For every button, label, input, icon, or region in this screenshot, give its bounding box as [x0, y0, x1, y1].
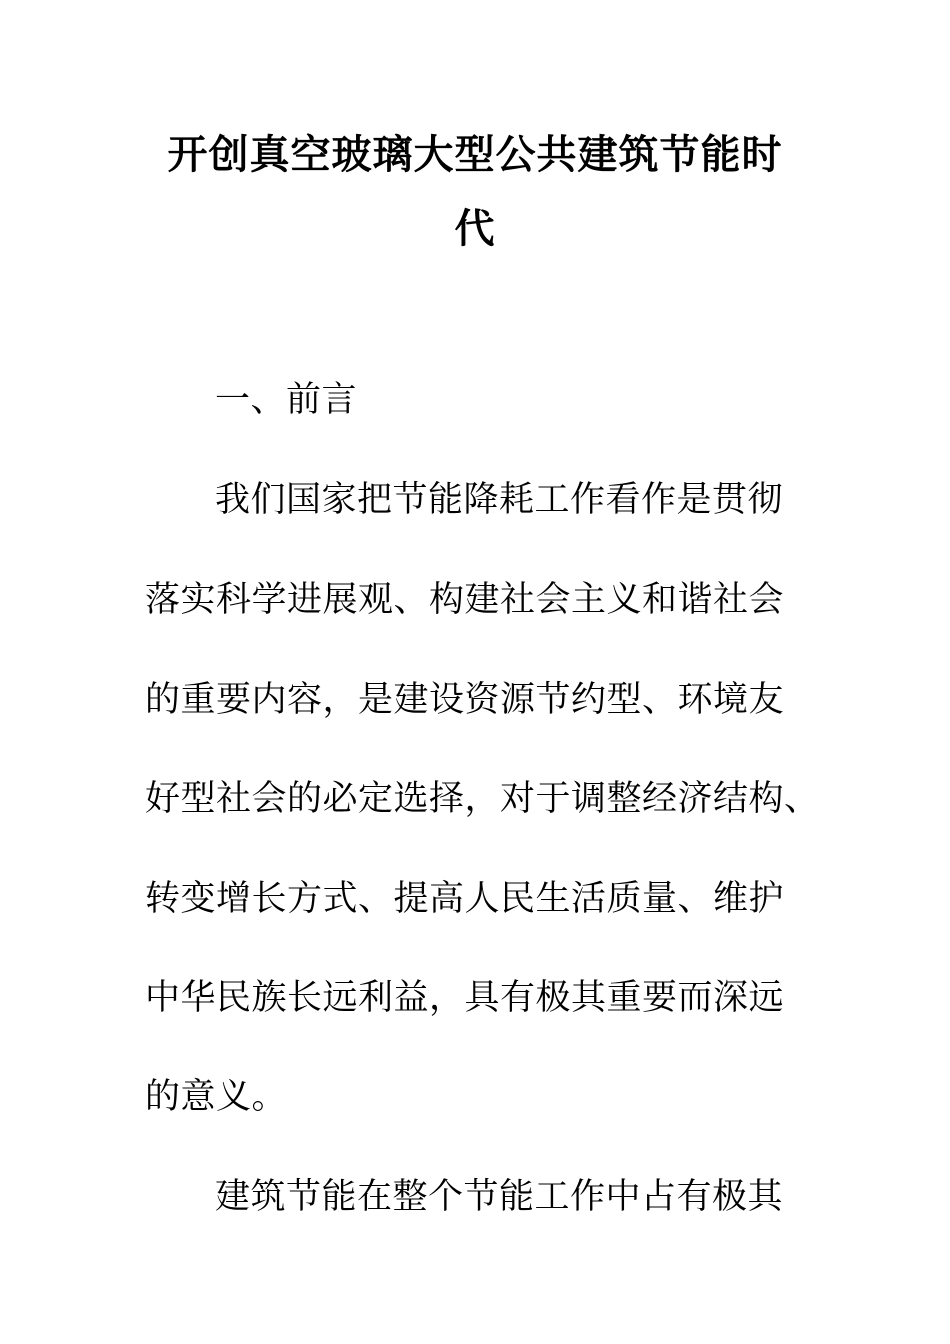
paragraph-1-line-5: 转变增长方式、提高人民生活质量、维护 [145, 879, 785, 919]
document-title-line-2: 代 [454, 205, 496, 252]
paragraph-2-line-1: 建筑节能在整个节能工作中占有极其 [215, 1177, 784, 1217]
paragraph-1-line-2: 落实科学进展观、构建社会主义和谐社会 [145, 580, 785, 620]
paragraph-1-line-1: 我们国家把节能降耗工作看作是贯彻 [215, 480, 784, 520]
paragraph-1-line-4: 好型社会的必定选择，对于调整经济结构、 [145, 779, 820, 819]
paragraph-1-line-3: 的重要内容，是建设资源节约型、环境友 [145, 680, 785, 720]
paragraph-1-line-7: 的意义。 [145, 1077, 288, 1117]
document-title-line-1: 开创真空玻璃大型公共建筑节能时 [167, 131, 783, 178]
paragraph-1-line-6: 中华民族长远利益，具有极其重要而深远 [145, 978, 785, 1018]
section-heading: 一、前言 [215, 380, 358, 420]
